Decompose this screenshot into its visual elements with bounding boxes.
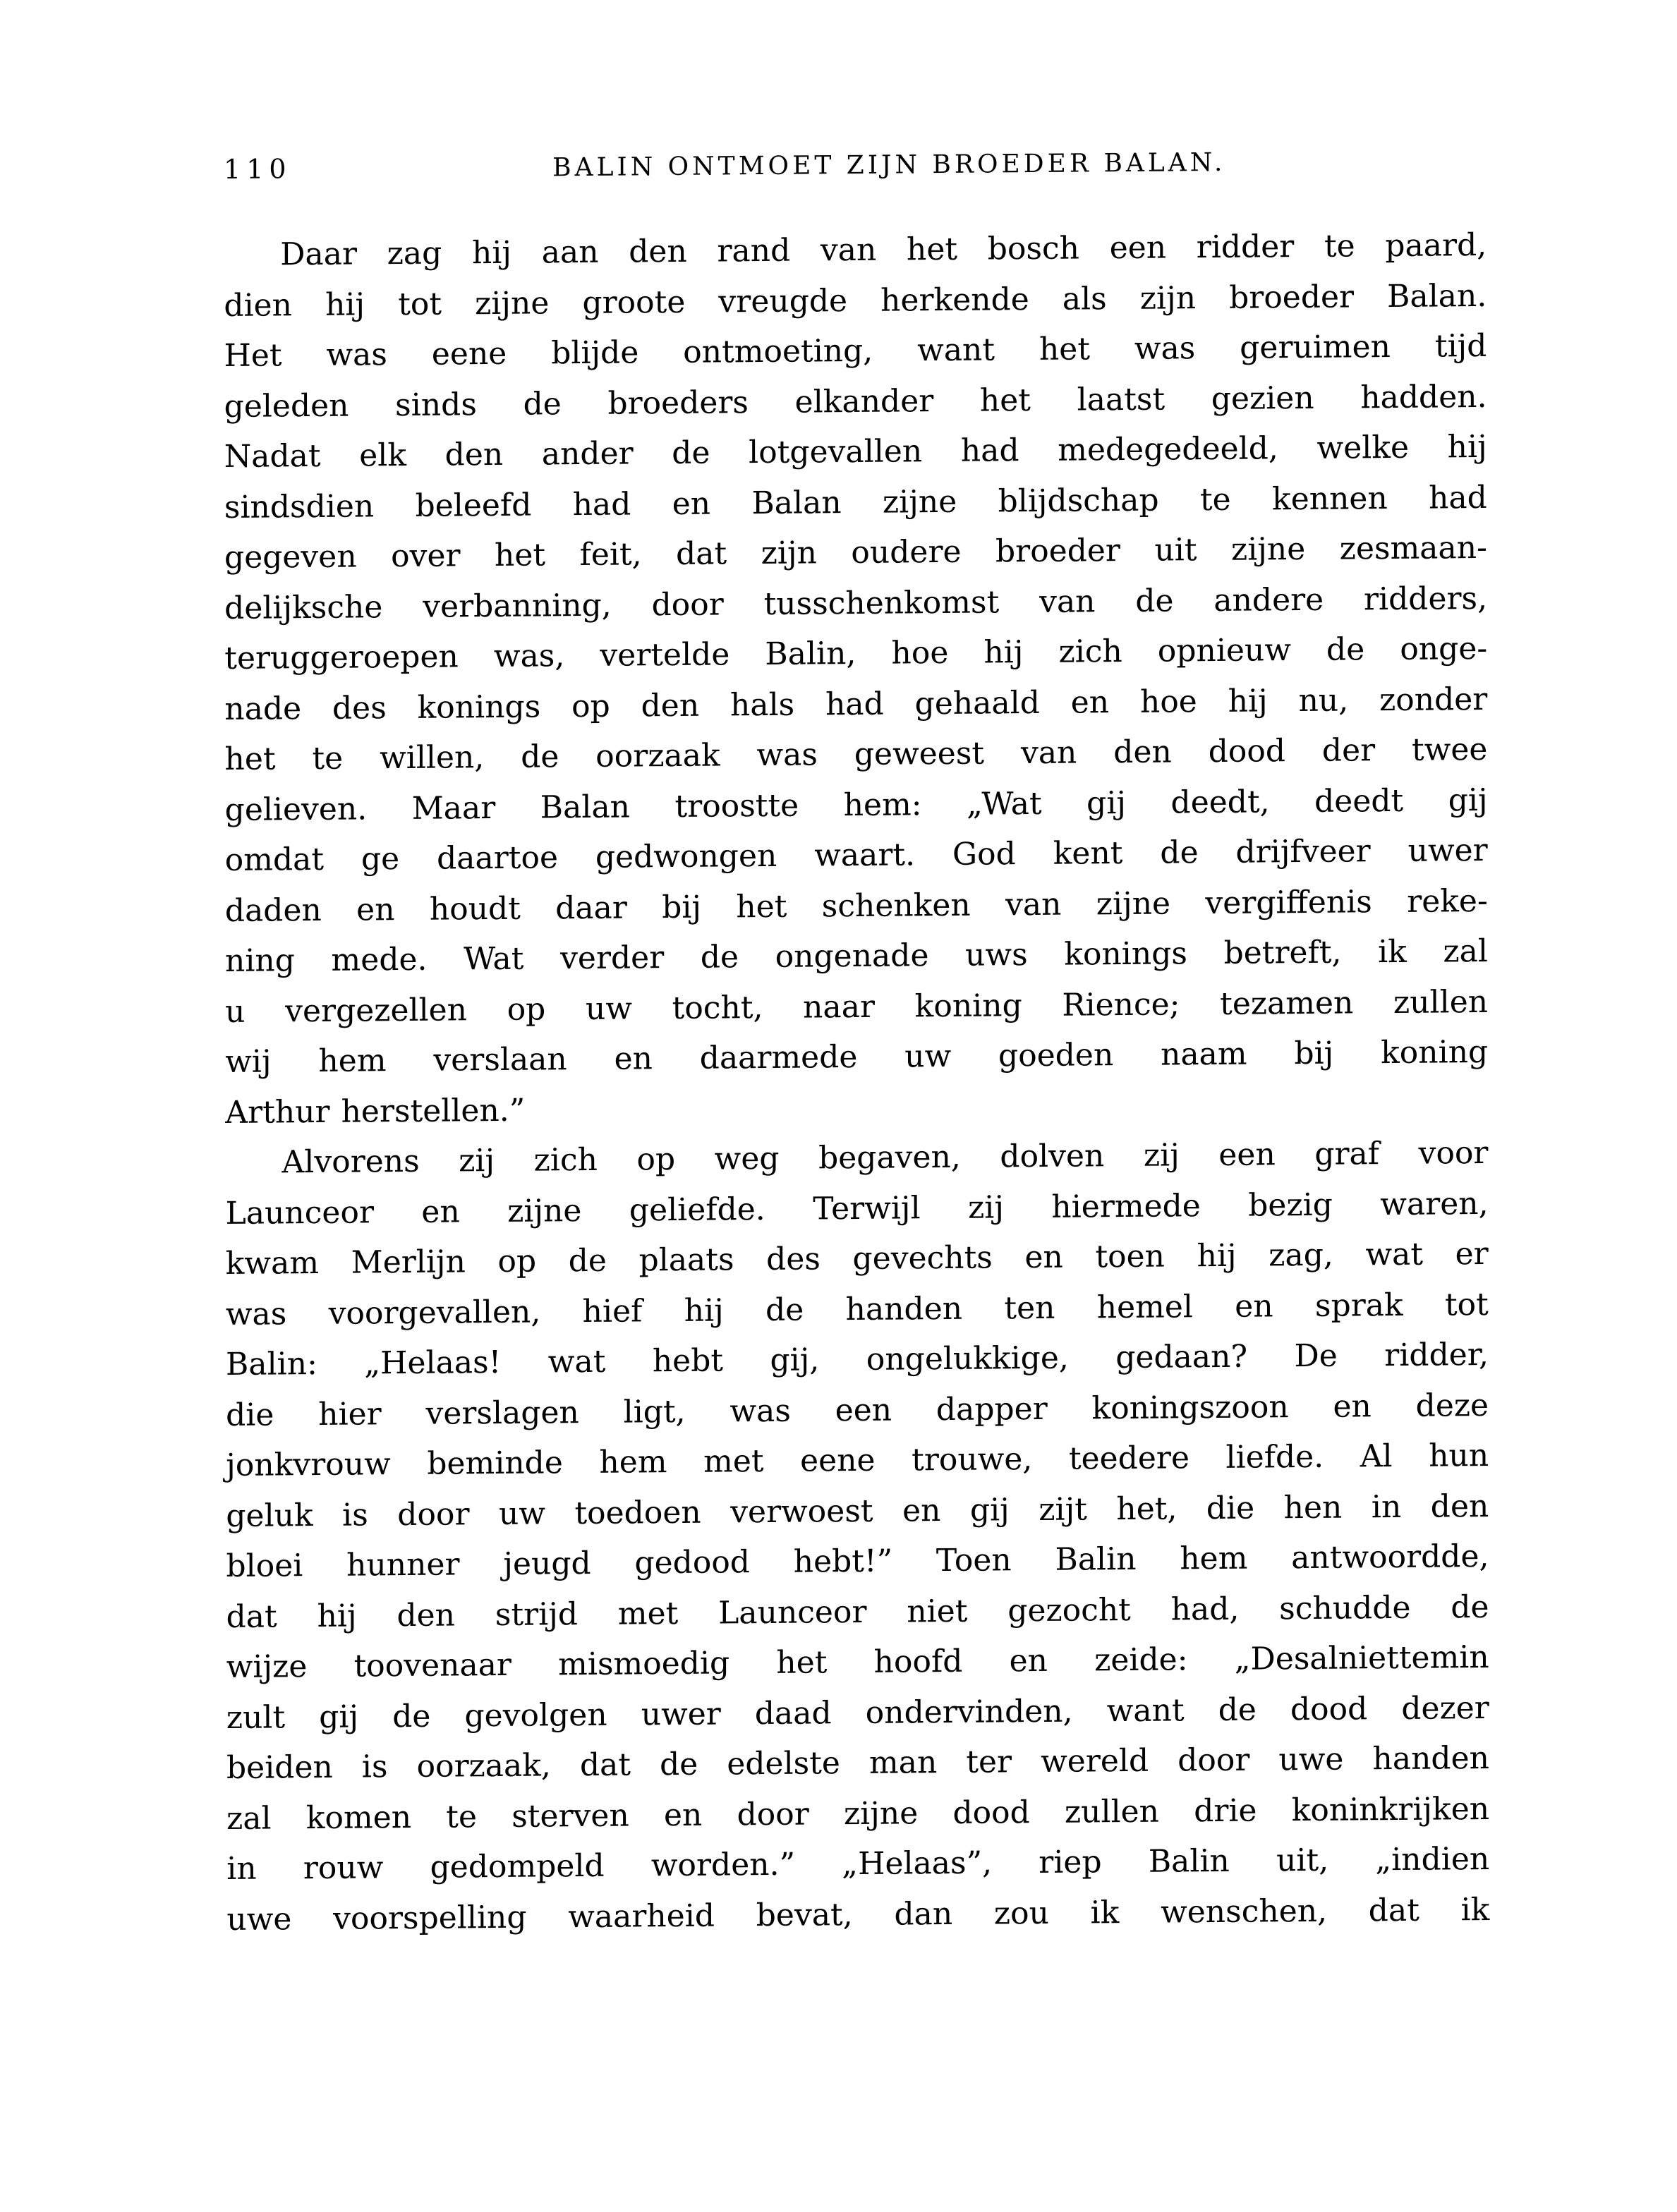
text-line: u vergezellen op uw tocht, naar koning Rience; tezamen zullen bbox=[225, 983, 1489, 1030]
page-number: 110 bbox=[224, 153, 292, 186]
text-line: zult gij de gevolgen uwer daad ondervinden, want de dood dezer bbox=[226, 1689, 1489, 1736]
text-line: teruggeroepen was, vertelde Balin, hoe hij zich opnieuw de onge- bbox=[224, 630, 1488, 677]
text-line: nade des konings op den hals had gehaald en hoe hij nu, zonder bbox=[224, 681, 1488, 727]
text-line: dat hij den strijd met Launceor niet gezocht had, schudde de bbox=[226, 1588, 1489, 1635]
text-line: was voorgevallen, hief hij de handen ten hemel en sprak tot bbox=[225, 1286, 1489, 1332]
text-line: daden en houdt daar bij het schenken van zijne vergiffenis reke- bbox=[224, 882, 1488, 929]
text-line: in rouw gedompeld worden.” „Helaas”, riep Balin uit, „indien bbox=[226, 1840, 1490, 1888]
text-line: wij hem verslaan en daarmede uw goeden naam bij koning bbox=[225, 1033, 1489, 1081]
text-line: zal komen te sterven en door zijne dood zullen drie koninkrijken bbox=[226, 1790, 1490, 1837]
text-line: Nadat elk den ander de lotgevallen had medegedeeld, welke hij bbox=[224, 428, 1487, 475]
page-content bbox=[224, 144, 1489, 1945]
text-line: Arthur herstellen.” bbox=[225, 1092, 526, 1131]
text-line: Het was eene blijde ontmoeting, want het was geruimen tijd bbox=[224, 327, 1487, 375]
text-line: het te willen, de oorzaak was geweest van den dood der twee bbox=[224, 731, 1488, 778]
running-title: BALIN ONTMOET ZIJN BROEDER BALAN. bbox=[552, 147, 1226, 183]
running-title-wrap bbox=[292, 146, 1487, 184]
text-line: delijksche verbanning, door tusschenkomst van de andere ridders, bbox=[224, 580, 1488, 626]
text-line: die hier verslagen ligt, was een dapper koningszoon en deze bbox=[226, 1387, 1489, 1433]
text-line: uwe voorspelling waarheid bevat, dan zou ik wenschen, dat ik bbox=[226, 1891, 1490, 1938]
text-line: Alvorens zij zich op weg begaven, dolven zij een graf voor bbox=[281, 1134, 1489, 1181]
text-line: beiden is oorzaak, dat de edelste man ter wereld door uwe handen bbox=[226, 1739, 1489, 1787]
text-line: jonkvrouw beminde hem met eene trouwe, teedere liefde. Al hun bbox=[226, 1437, 1489, 1484]
text-line: omdat ge daartoe gedwongen waart. God kent de drijfveer uwer bbox=[224, 832, 1488, 879]
text-line: kwam Merlijn op de plaats des gevechts en toen hij zag, wat er bbox=[225, 1235, 1489, 1282]
body-text bbox=[224, 220, 1489, 1945]
text-line: geleden sinds de broeders elkander het laatst gezien hadden. bbox=[224, 378, 1487, 425]
text-line: geluk is door uw toedoen verwoest en gij zijt het, die hen in den bbox=[226, 1488, 1489, 1534]
text-line: sindsdien beleefd had en Balan zijne blijdschap te kennen had bbox=[224, 479, 1487, 525]
text-line: Daar zag hij aan den rand van het bosch een ridder te paard, bbox=[280, 226, 1487, 273]
text-line: gelieven. Maar Balan troostte hem: „Wat gij deedt, deedt gij bbox=[224, 782, 1488, 828]
running-head bbox=[224, 144, 1487, 190]
paragraph bbox=[224, 220, 1488, 1138]
text-line: gegeven over het feit, dat zijn oudere broeder uit zijne zesmaan- bbox=[224, 529, 1487, 576]
text-line: bloei hunner jeugd gedood hebt!” Toen Balin hem antwoordde, bbox=[226, 1538, 1489, 1585]
text-line: wijze toovenaar mismoedig het hoofd en zeide: „Desalniettemin bbox=[226, 1639, 1489, 1686]
text-line: ning mede. Wat verder de ongenade uws konings betreft, ik zal bbox=[224, 932, 1488, 980]
paragraph bbox=[225, 1128, 1489, 1945]
text-line: Balin: „Helaas! wat hebt gij, ongelukkige, gedaan? De ridder, bbox=[225, 1336, 1489, 1383]
text-line: Launceor en zijne geliefde. Terwijl zij hiermede bezig waren, bbox=[225, 1185, 1489, 1232]
text-line: dien hij tot zijne groote vreugde herkende als zijn broeder Balan. bbox=[224, 277, 1487, 324]
